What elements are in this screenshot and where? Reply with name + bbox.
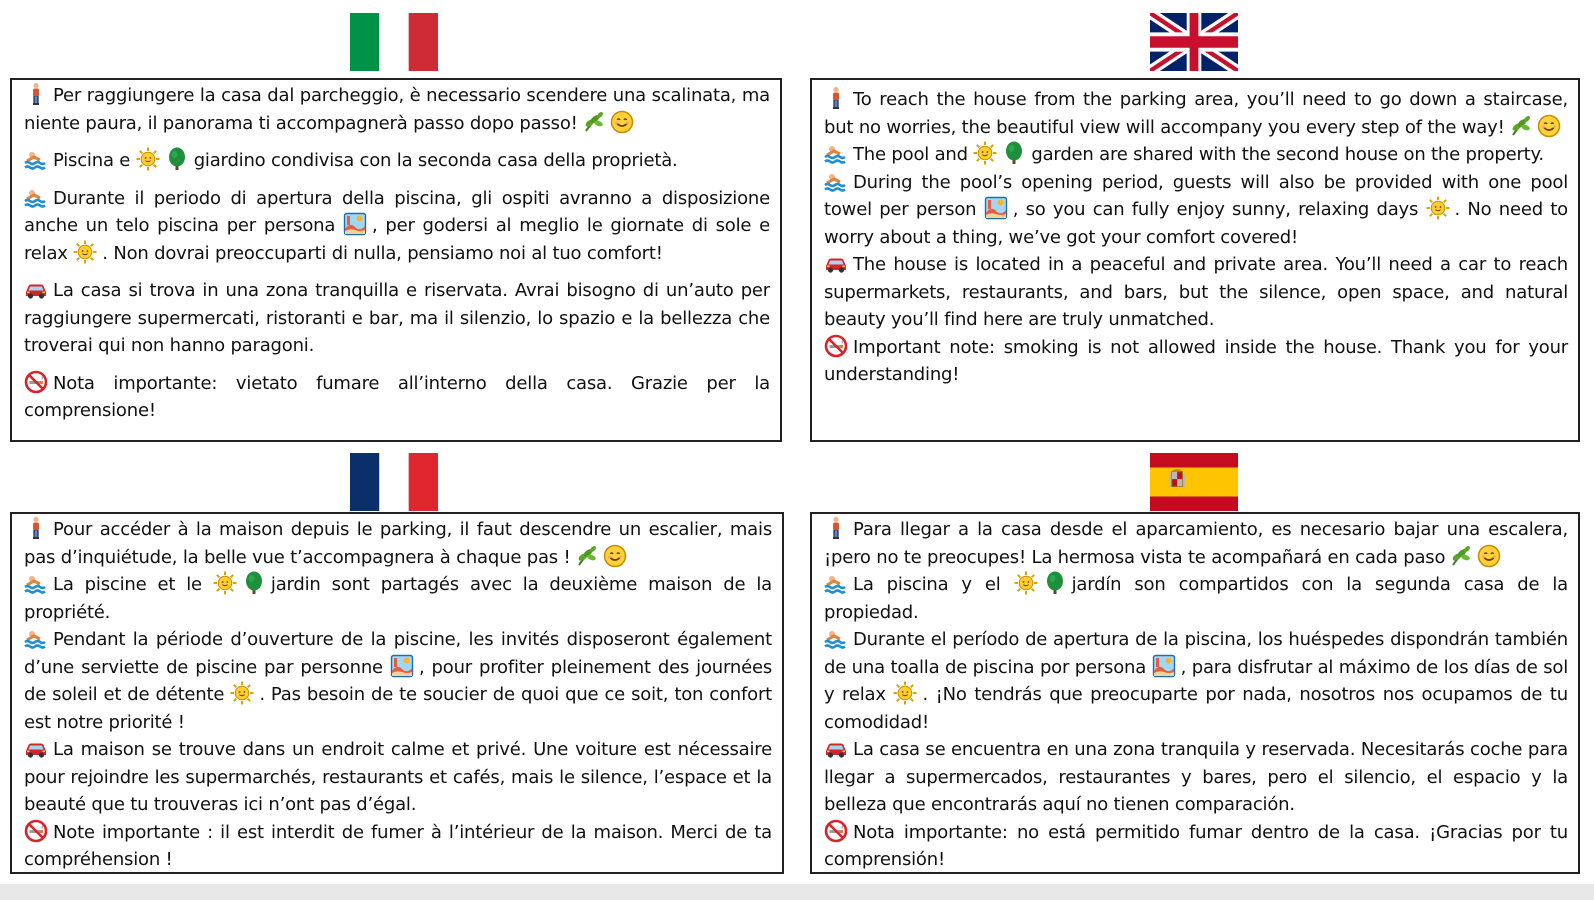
paragraph-no-smoking: Nota importante: vietato fumare all’interno della casa. Grazie per la comprensione!: [24, 370, 770, 425]
paragraph-pool-garden: The pool and garden are shared with the second house on the property.: [824, 141, 1568, 169]
person-walking-icon: [824, 516, 848, 540]
paragraph-access: Para llegar a la casa desde el aparcamiento, es necesario bajar una escalera, ¡pero no te preocupes! La hermosa vista te acompañará en cada paso: [824, 516, 1568, 571]
pool-icon: [24, 571, 48, 595]
herb-icon: [575, 544, 599, 568]
paragraph-towel: During the pool’s opening period, guests will also be provided with one pool towel per person , so you can fully enjoy sunny, relaxing days . No need to worry about a thing, we’ve got your comfort covered!: [824, 169, 1568, 252]
paragraph-no-smoking: Important note: smoking is not allowed inside the house. Thank you for your understanding!: [824, 334, 1568, 389]
sun-icon: [230, 681, 254, 705]
paragraph-no-smoking: Nota importante: no está permitido fumar dentro de la casa. ¡Gracias por tu comprensión!: [824, 819, 1568, 874]
tree-icon: [165, 147, 189, 171]
tree-icon: [1043, 571, 1067, 595]
italian-section: [0, 0, 790, 450]
smiley-icon: [610, 110, 634, 134]
pool-icon: [824, 169, 848, 193]
paragraph-access: Pour accéder à la maison depuis le parking, il faut descendre un escalier, mais pas d’inquiétude, la belle vue t’accompagnera à chaque pas !: [24, 516, 772, 571]
no-smoking-icon: [24, 370, 48, 394]
pool-icon: [824, 626, 848, 650]
person-walking-icon: [824, 86, 848, 110]
paragraph-no-smoking: Note importante : il est interdit de fumer à l’intérieur de la maison. Merci de ta compréhension !: [24, 819, 772, 874]
towel-beach-icon: [984, 196, 1008, 220]
sun-icon: [136, 147, 160, 171]
paragraph-location: La casa se encuentra en una zona tranquila y reservada. Necesitarás coche para llegar a supermercados, restaurantes y bares, pero el silencio, el espacio y la belleza que encontrarás aquí no tienen comparación.: [824, 736, 1568, 819]
pool-icon: [824, 571, 848, 595]
sun-icon: [893, 681, 917, 705]
sun-icon: [1426, 196, 1450, 220]
herb-icon: [1509, 114, 1533, 138]
smiley-icon: [603, 544, 627, 568]
towel-beach-icon: [1152, 654, 1176, 678]
italian-flag-icon: [350, 13, 438, 71]
herb-icon: [1449, 544, 1473, 568]
bottom-divider: [0, 884, 1594, 900]
car-icon: [824, 251, 848, 275]
no-smoking-icon: [24, 819, 48, 843]
no-smoking-icon: [824, 334, 848, 358]
sun-icon: [1014, 571, 1038, 595]
paragraph-pool-garden: Piscina e giardino condivisa con la seconda casa della proprietà.: [24, 147, 770, 175]
pool-icon: [824, 141, 848, 165]
paragraph-towel: Durante il periodo di apertura della piscina, gli ospiti avranno a disposizione anche un telo piscina per persona , per godersi al meglio le giornate di sole e relax . Non dovrai preoccuparti di nulla, pensiamo noi al tuo comfort!: [24, 185, 770, 268]
no-smoking-icon: [824, 819, 848, 843]
paragraph-location: La maison se trouve dans un endroit calme et privé. Une voiture est nécessaire pour rejoindre les supermarchés, restaurants et cafés, mais le silence, l’espace et la beauté que tu trouveras ici n’ont pas d’égal.: [24, 736, 772, 819]
paragraph-location: La casa si trova in una zona tranquilla e riservata. Avrai bisogno di un’auto per raggiungere supermercati, ristoranti e bar, ma il silenzio, lo spazio e la bellezza che troverai qui non hanno paragoni.: [24, 277, 770, 360]
english-section: [800, 0, 1594, 450]
sun-icon: [73, 240, 97, 264]
paragraph-access: Per raggiungere la casa dal parcheggio, è necessario scendere una scalinata, ma niente paura, il panorama ti accompagnerà passo dopo passo!: [24, 82, 770, 137]
person-walking-icon: [24, 516, 48, 540]
tree-icon: [242, 571, 266, 595]
uk-flag-icon: [1150, 13, 1238, 71]
person-walking-icon: [24, 82, 48, 106]
pool-icon: [24, 185, 48, 209]
sun-icon: [213, 571, 237, 595]
smiley-icon: [1477, 544, 1501, 568]
italian-text-box: [10, 78, 782, 442]
car-icon: [24, 736, 48, 760]
herb-icon: [582, 110, 606, 134]
tree-icon: [1002, 141, 1026, 165]
pool-icon: [24, 626, 48, 650]
pool-icon: [24, 147, 48, 171]
paragraph-pool-garden: La piscina y el jardín son compartidos con la segunda casa de la propiedad.: [824, 571, 1568, 626]
towel-beach-icon: [390, 654, 414, 678]
english-text-box: [810, 78, 1580, 442]
french-flag-icon: [350, 453, 438, 511]
french-section: [0, 450, 790, 900]
spanish-text-box: [810, 512, 1580, 874]
paragraph-access: To reach the house from the parking area, you’ll need to go down a staircase, but no worries, the beautiful view will accompany you every step of the way!: [824, 86, 1568, 141]
towel-beach-icon: [343, 212, 367, 236]
spanish-section: [800, 450, 1594, 900]
french-text-box: [10, 512, 784, 874]
smiley-icon: [1537, 114, 1561, 138]
sun-icon: [973, 141, 997, 165]
car-icon: [824, 736, 848, 760]
paragraph-pool-garden: La piscine et le jardin sont partagés avec la deuxième maison de la propriété.: [24, 571, 772, 626]
spanish-flag-icon: [1150, 453, 1238, 511]
car-icon: [24, 277, 48, 301]
paragraph-location: The house is located in a peaceful and private area. You’ll need a car to reach supermarkets, restaurants, and bars, but the silence, open space, and natural beauty you’ll find here are truly unmatched.: [824, 251, 1568, 334]
paragraph-towel: Pendant la période d’ouverture de la piscine, les invités disposeront également d’une serviette de piscine par personne , pour profiter pleinement des journées de soleil et de détente . Pas besoin de te soucier de quoi que ce soit, ton confort est notre priorité !: [24, 626, 772, 736]
paragraph-towel: Durante el período de apertura de la piscina, los huéspedes dispondrán también de una toalla de piscina por persona , para disfrutar al máximo de los días de sol y relax . ¡No tendrás que preocuparte por nada, nosotros nos ocupamos de tu comodidad!: [824, 626, 1568, 736]
